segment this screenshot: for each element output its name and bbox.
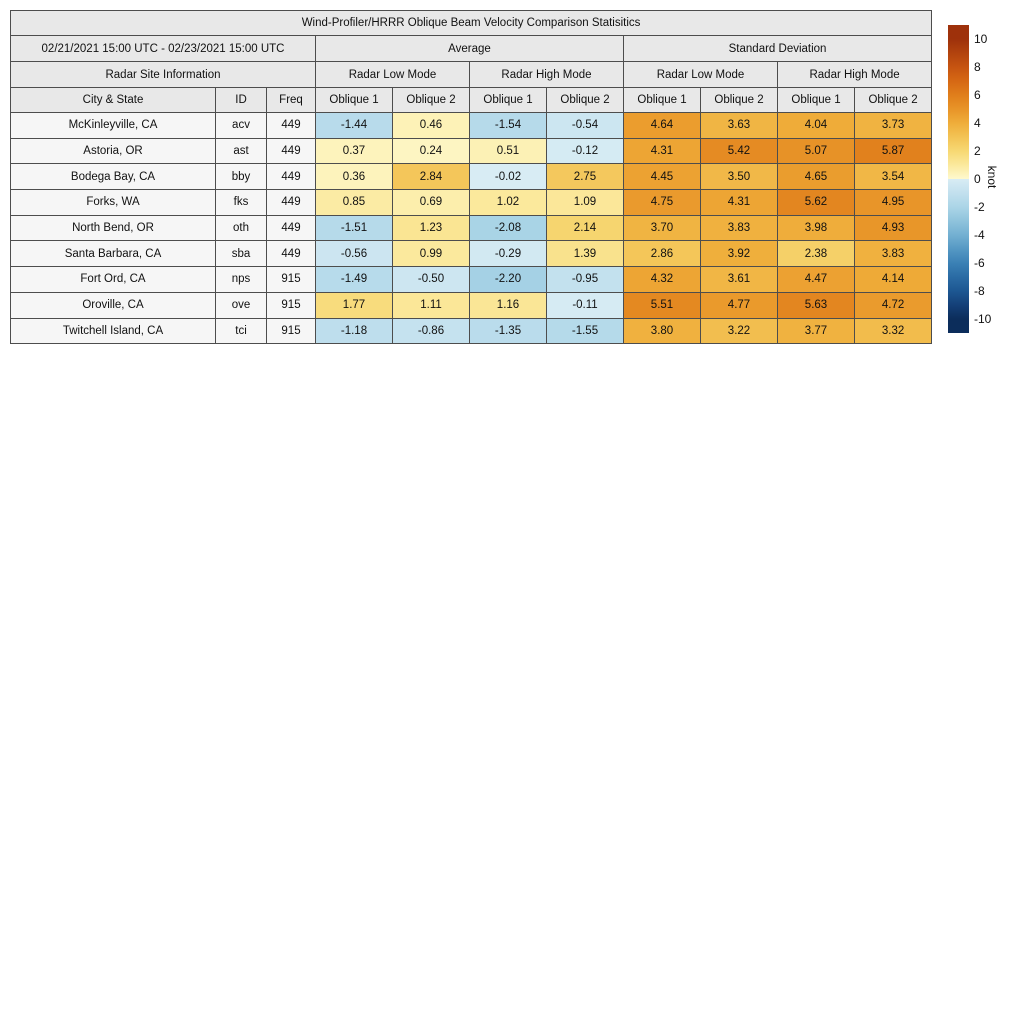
colorbar-tick-label: 2 [974,144,981,158]
freq-cell: 915 [267,318,316,344]
value-cell: 3.92 [701,241,778,267]
figure-title: Wind-Profiler/HRRR Oblique Beam Velocity Comparison Statisitics [11,11,932,36]
id-cell: oth [216,215,267,241]
value-cell: 3.54 [855,164,932,190]
value-cell: 0.99 [393,241,470,267]
value-cell: 1.77 [316,292,393,318]
std-dev-section-header: Standard Deviation [624,36,932,62]
value-cell: 1.39 [547,241,624,267]
table-row [11,164,932,190]
table-row [11,113,932,139]
id-cell: nps [216,267,267,293]
id-cell: ove [216,292,267,318]
value-cell: 0.51 [470,138,547,164]
value-cell: -0.29 [470,241,547,267]
value-cell: -0.50 [393,267,470,293]
city-cell: Santa Barbara, CA [11,241,216,267]
value-cell: -0.11 [547,292,624,318]
freq-cell: 449 [267,190,316,216]
value-cell: 4.47 [778,267,855,293]
colorbar [948,25,969,333]
value-cell: 4.31 [701,190,778,216]
freq-cell: 449 [267,113,316,139]
freq-header: Freq [267,88,316,113]
table-row [11,138,932,164]
freq-cell: 449 [267,241,316,267]
value-cell: 0.37 [316,138,393,164]
colorbar-tick-label: 6 [974,88,981,102]
city-cell: Oroville, CA [11,292,216,318]
table-row [11,267,932,293]
value-cell: -0.56 [316,241,393,267]
freq-cell: 915 [267,292,316,318]
value-cell: 0.46 [393,113,470,139]
value-cell: 4.04 [778,113,855,139]
table-row [11,292,932,318]
value-cell: 2.86 [624,241,701,267]
value-cell: 4.65 [778,164,855,190]
value-cell: -1.18 [316,318,393,344]
city-cell: Forks, WA [11,190,216,216]
value-cell: 5.63 [778,292,855,318]
value-cell: 3.61 [701,267,778,293]
average-section-header: Average [316,36,624,62]
colorbar-tick-label: 10 [974,32,988,46]
value-cell: 4.64 [624,113,701,139]
value-cell: 5.07 [778,138,855,164]
id-header: ID [216,88,267,113]
oblique2-header: Oblique 2 [701,88,778,113]
site-info-header: Radar Site Information [11,62,316,88]
colorbar-tick-label: 8 [974,60,981,74]
table-row [11,241,932,267]
freq-cell: 449 [267,215,316,241]
oblique1-header: Oblique 1 [778,88,855,113]
oblique2-header: Oblique 2 [855,88,932,113]
value-cell: 3.70 [624,215,701,241]
value-cell: -1.55 [547,318,624,344]
colorbar-tick-label: -10 [974,312,992,326]
value-cell: 3.83 [855,241,932,267]
value-cell: 5.42 [701,138,778,164]
value-cell: -1.54 [470,113,547,139]
table-row [11,190,932,216]
value-cell: 1.23 [393,215,470,241]
value-cell: 4.75 [624,190,701,216]
value-cell: 1.09 [547,190,624,216]
value-cell: 5.62 [778,190,855,216]
value-cell: -0.86 [393,318,470,344]
value-cell: 4.93 [855,215,932,241]
value-cell: 1.11 [393,292,470,318]
value-cell: -0.54 [547,113,624,139]
value-cell: 1.16 [470,292,547,318]
id-cell: tci [216,318,267,344]
value-cell: 3.32 [855,318,932,344]
colorbar-tick-label: 0 [974,172,981,186]
value-cell: -0.02 [470,164,547,190]
section-header-row [11,36,932,62]
city-cell: Twitchell Island, CA [11,318,216,344]
avg-high-mode-header: Radar High Mode [470,62,624,88]
value-cell: -1.49 [316,267,393,293]
colorbar-tick-label: -8 [974,284,985,298]
value-cell: 5.87 [855,138,932,164]
value-cell: -2.08 [470,215,547,241]
value-cell: -2.20 [470,267,547,293]
city-cell: Astoria, OR [11,138,216,164]
value-cell: 2.14 [547,215,624,241]
id-cell: bby [216,164,267,190]
value-cell: 3.83 [701,215,778,241]
value-cell: 0.24 [393,138,470,164]
freq-cell: 449 [267,138,316,164]
id-cell: sba [216,241,267,267]
column-header-row [11,88,932,113]
table-row [11,215,932,241]
value-cell: 2.38 [778,241,855,267]
mode-header-row [11,62,932,88]
id-cell: acv [216,113,267,139]
value-cell: 4.32 [624,267,701,293]
oblique1-header: Oblique 1 [470,88,547,113]
colorbar-tick-label: -6 [974,256,985,270]
value-cell: 3.80 [624,318,701,344]
value-cell: 2.84 [393,164,470,190]
value-cell: -1.44 [316,113,393,139]
std-high-mode-header: Radar High Mode [778,62,932,88]
table-row [11,318,932,344]
date-range: 02/21/2021 15:00 UTC - 02/23/2021 15:00 UTC [11,36,316,62]
value-cell: -1.51 [316,215,393,241]
value-cell: 3.98 [778,215,855,241]
value-cell: 3.22 [701,318,778,344]
value-cell: -1.35 [470,318,547,344]
oblique2-header: Oblique 2 [393,88,470,113]
value-cell: 4.72 [855,292,932,318]
value-cell: 3.73 [855,113,932,139]
oblique2-header: Oblique 2 [547,88,624,113]
city-cell: North Bend, OR [11,215,216,241]
std-low-mode-header: Radar Low Mode [624,62,778,88]
value-cell: 3.50 [701,164,778,190]
value-cell: 4.31 [624,138,701,164]
city-cell: Bodega Bay, CA [11,164,216,190]
colorbar-tick-label: 4 [974,116,981,130]
value-cell: 5.51 [624,292,701,318]
value-cell: 3.77 [778,318,855,344]
freq-cell: 449 [267,164,316,190]
id-cell: ast [216,138,267,164]
oblique1-header: Oblique 1 [624,88,701,113]
value-cell: 4.77 [701,292,778,318]
colorbar-tick-label: -2 [974,200,985,214]
city-cell: Fort Ord, CA [11,267,216,293]
value-cell: -0.12 [547,138,624,164]
value-cell: 4.14 [855,267,932,293]
title-row [11,11,932,36]
oblique1-header: Oblique 1 [316,88,393,113]
freq-cell: 915 [267,267,316,293]
avg-low-mode-header: Radar Low Mode [316,62,470,88]
value-cell: 0.69 [393,190,470,216]
value-cell: 1.02 [470,190,547,216]
stats-table [10,10,932,344]
colorbar-unit-label: knot [985,165,999,189]
id-cell: fks [216,190,267,216]
value-cell: -0.95 [547,267,624,293]
value-cell: 3.63 [701,113,778,139]
value-cell: 4.45 [624,164,701,190]
value-cell: 0.36 [316,164,393,190]
value-cell: 2.75 [547,164,624,190]
city-cell: McKinleyville, CA [11,113,216,139]
value-cell: 0.85 [316,190,393,216]
city-state-header: City & State [11,88,216,113]
colorbar-tick-label: -4 [974,228,985,242]
value-cell: 4.95 [855,190,932,216]
